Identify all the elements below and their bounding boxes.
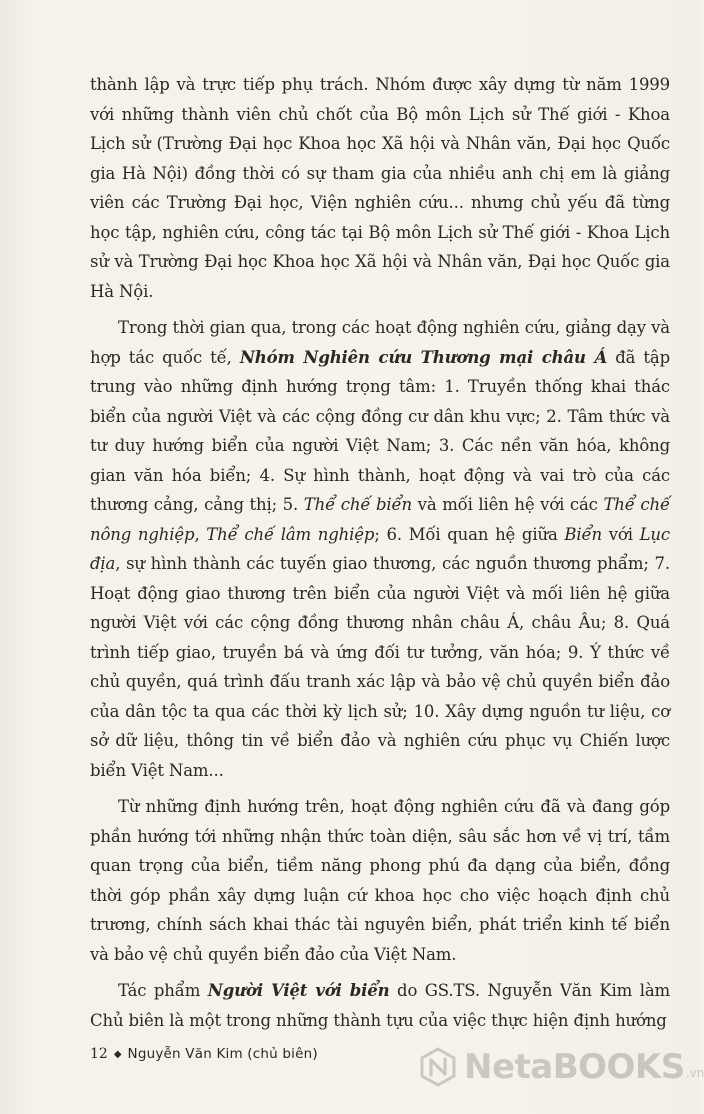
italic-term: Thể chế nông nghiệp — [90, 495, 670, 544]
watermark-suffix: .vn — [685, 1066, 704, 1080]
diamond-separator-icon: ◆ — [113, 1049, 122, 1060]
italic-term: Lục địa — [90, 524, 670, 573]
italic-term: Thể chế biển — [303, 495, 413, 514]
paragraph-2-part: , sự hình thành các tuyến giao thương, các nguồn thương phẩm; 7. Hoạt động giao thương trên biển của người Việt và mối liên hệ giữa người Việt với các cộng đồng thương nhân châu Á, châu Âu; 8. Quá trình tiếp giao, truyền bá và ứng đối tư tưởng, văn hóa; 9. Ý thức về chủ quyền, quá trình đấu tranh xác lập và bảo vệ chủ quyền biển đảo của dân tộc ta qua các thời kỳ lịch sử; 10. Xây dựng nguồn tư liệu, cơ sở dữ liệu, thông tin về biển đảo và nghiên cứu phục vụ Chiến lược biển Việt Nam... — [90, 554, 670, 780]
body-text — [90, 70, 670, 1042]
book-title-emphasis: Người Việt với biển — [207, 981, 390, 1000]
italic-term: Biển — [564, 524, 602, 544]
paragraph-4-part: Tác phẩm — [118, 981, 208, 1000]
paragraph-2 — [90, 313, 670, 785]
paragraph-2-part: ; 6. Mối quan hệ giữa — [374, 524, 565, 544]
paragraph-4 — [90, 976, 670, 1035]
paragraph-3: Từ những định hướng trên, hoạt động nghiên cứu đã và đang góp phần hướng tới những nhận thức toàn diện, sâu sắc hơn về vị trí, tầm quan trọng của biển, tiềm năng phong phú đa dạng của biển, đồng thời góp phần xây dựng luận cứ khoa học cho việc hoạch định chủ trương, chính sách khai thác tài nguyên biển, phát triển kinh tế biển và bảo vệ chủ quyền biển đảo của Việt Nam. — [90, 797, 670, 964]
footer-author: Nguyễn Văn Kim (chủ biên) — [127, 1046, 318, 1062]
paragraph-2-part: đã tập trung vào những định hướng trọng tâm: 1. Truyền thống khai thác biển của người Việt và các cộng đồng cư dân khu vực; 2. Tâm thức và tư duy hướng biển của người Việt Nam; 3. Các nền văn hóa, không gian văn hóa biển; 4. Sự hình thành, hoạt động và vai trò của các thương cảng, cảng thị; 5. — [90, 347, 670, 514]
netabooks-logo-icon — [418, 1047, 458, 1087]
netabooks-watermark — [418, 1047, 704, 1087]
page-number: 12 — [90, 1046, 108, 1062]
group-name-emphasis: Nhóm Nghiên cứu Thương mại châu Á — [239, 347, 608, 367]
watermark-brand: NetaBOOKS — [464, 1047, 685, 1087]
italic-term: Thể chế lâm nghiệp — [206, 524, 375, 544]
paragraph-2-part: , — [194, 524, 207, 544]
paragraph-2-part: với — [602, 524, 640, 544]
paragraph-2-part: và mối liên hệ với các — [412, 495, 604, 514]
paragraph-2-part: Trong thời gian qua, trong các hoạt động nghiên cứu, giảng dạy và hợp tác quốc tế, — [90, 318, 670, 367]
paragraph-1: thành lập và trực tiếp phụ trách. Nhóm được xây dựng từ năm 1999 với những thành viên chủ chốt của Bộ môn Lịch sử Thế giới - Khoa Lịch sử (Trường Đại học Khoa học Xã hội và Nhân văn, Đại học Quốc gia Hà Nội) đồng thời có sự tham gia của nhiều anh chị em là giảng viên các Trường Đại học, Viện nghiên cứu... nhưng chủ yếu đã từng học tập, nghiên cứu, công tác tại Bộ môn Lịch sử Thế giới - Khoa Lịch sử và Trường Đại học Khoa học Xã hội và Nhân văn, Đại học Quốc gia Hà Nội. — [90, 75, 670, 301]
paragraph-4-part: do GS.TS. Nguyễn Văn Kim làm Chủ biên là một trong những thành tựu của việc thực hiện định hướng — [90, 981, 671, 1030]
page-footer — [90, 1046, 318, 1062]
